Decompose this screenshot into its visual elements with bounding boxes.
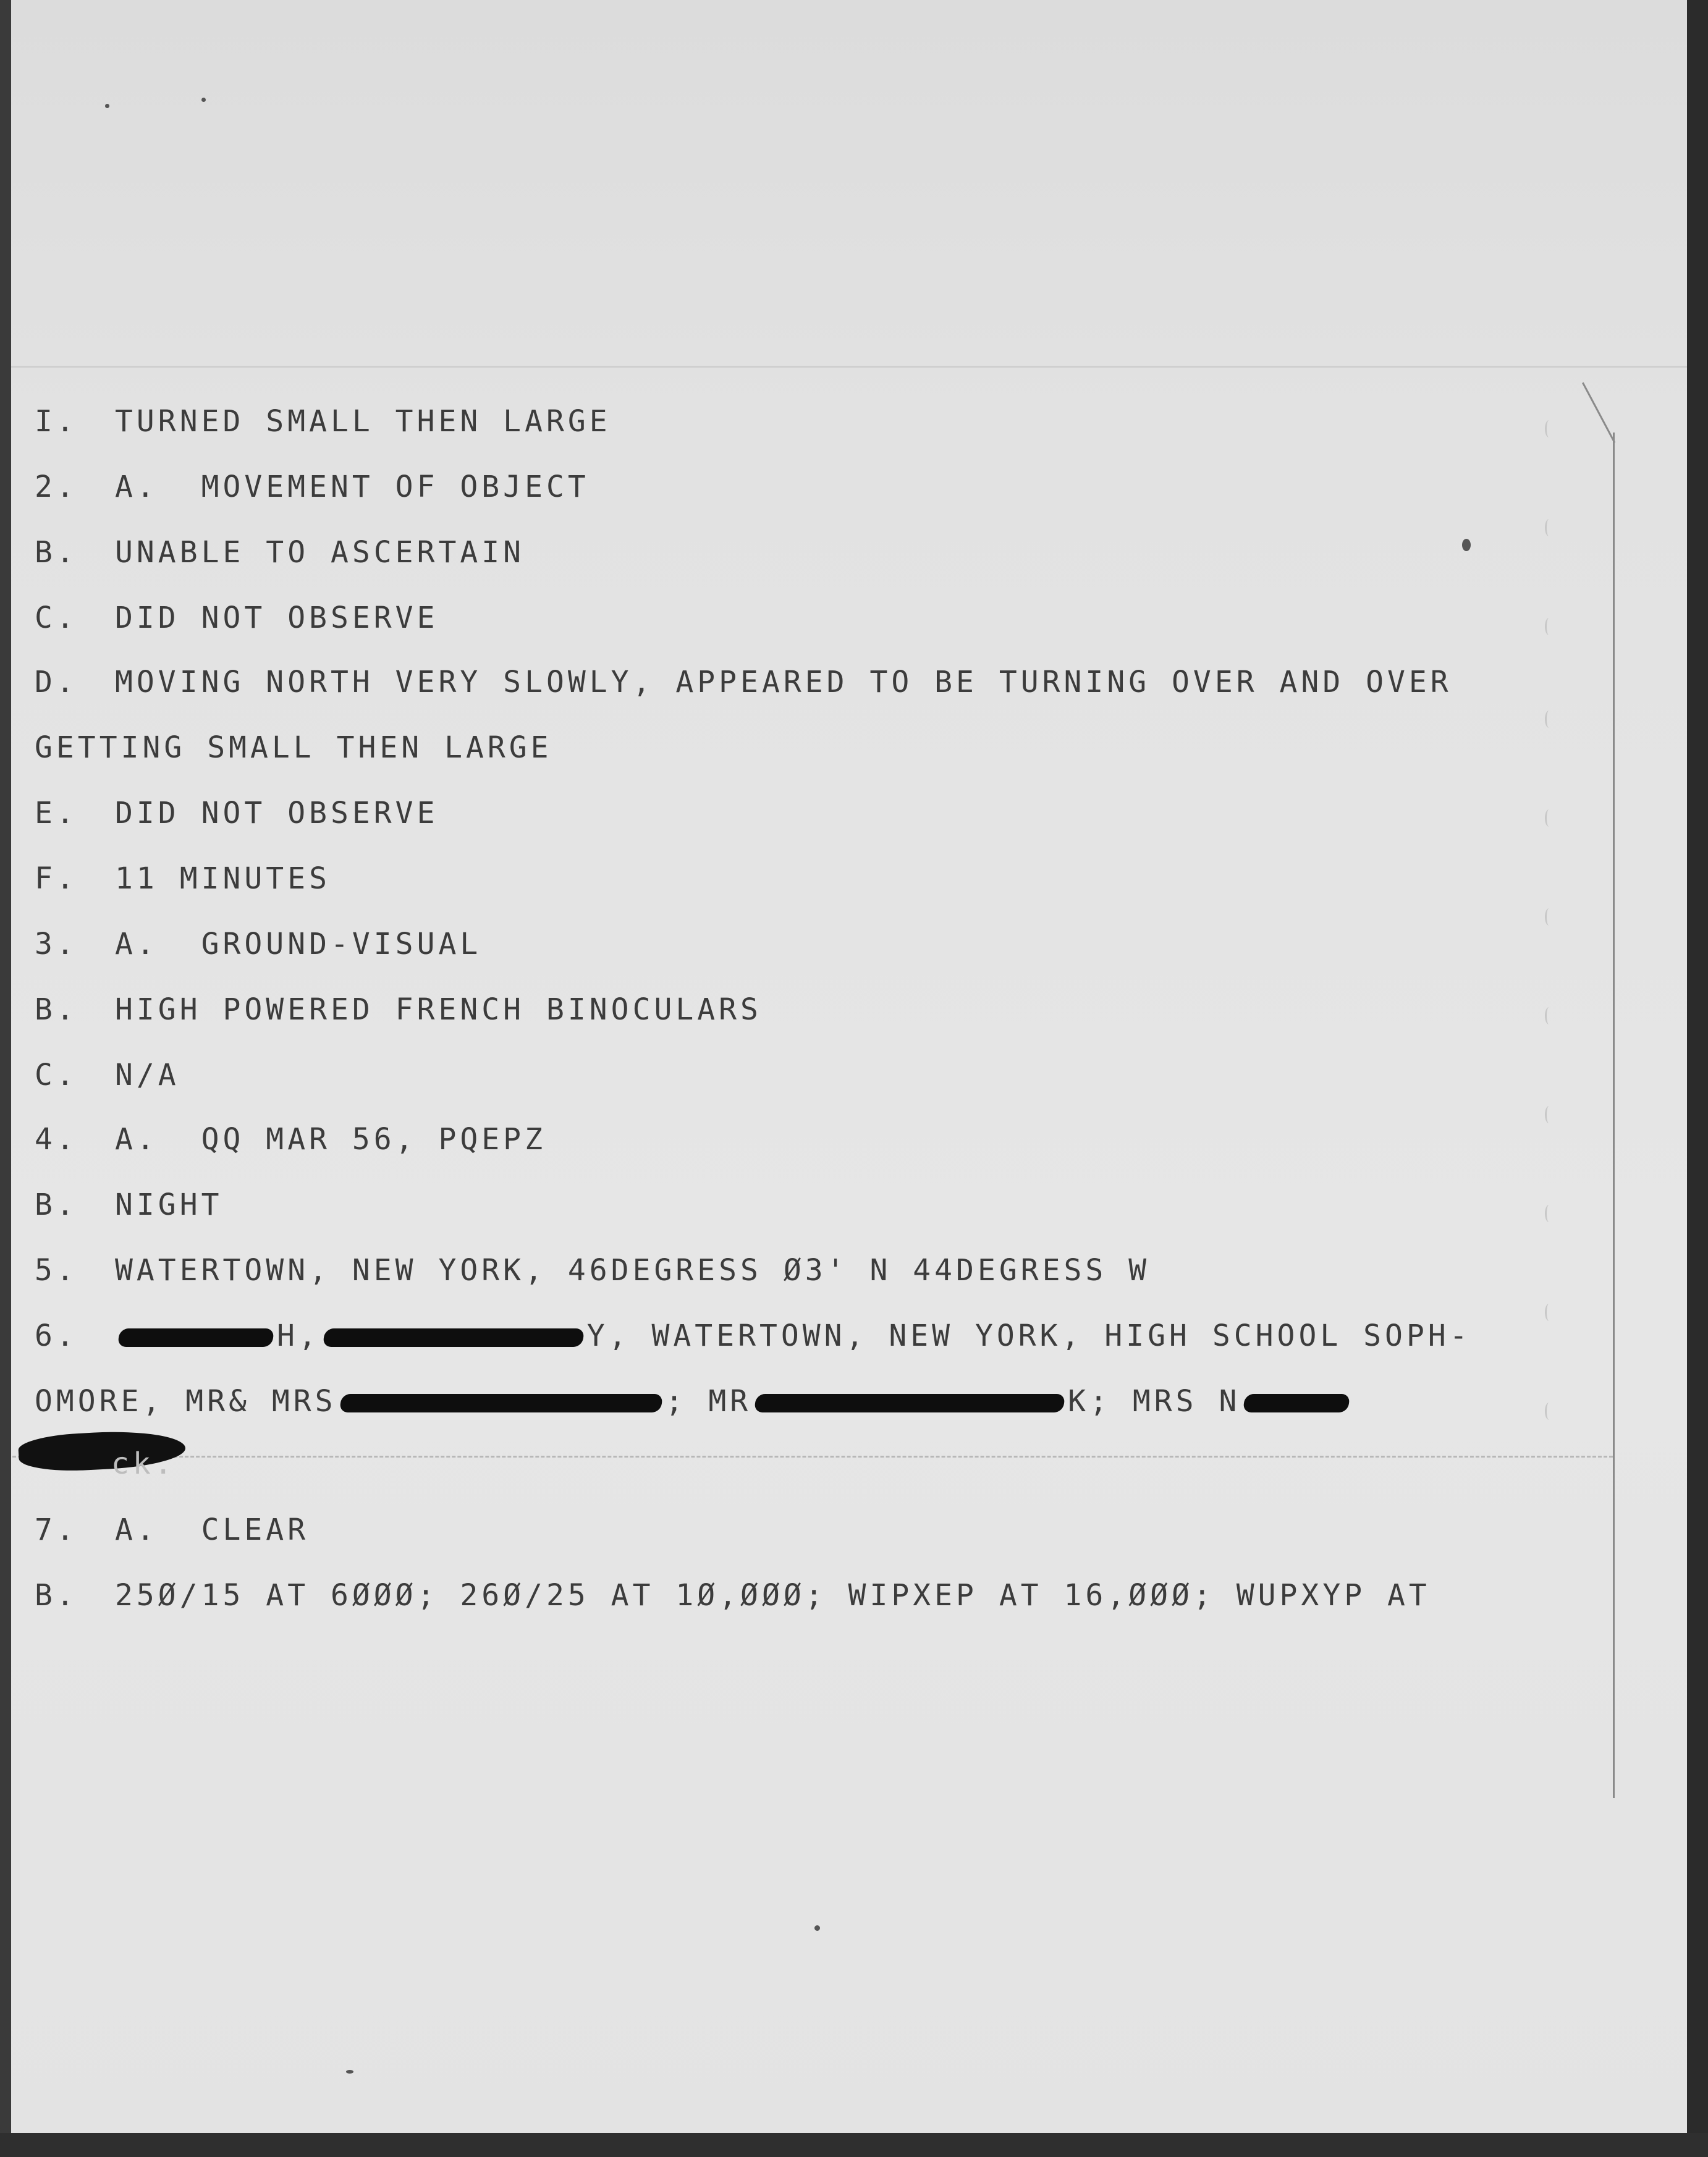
item-text: ck. <box>111 1446 176 1481</box>
item-text: WATERTOWN, NEW YORK, 46DEGRESS Ø3' N 44DEGRESS W <box>115 1253 1151 1288</box>
separator-dashed <box>12 1456 1613 1458</box>
line-1 <box>35 404 611 439</box>
item-label: B. <box>35 1188 78 1222</box>
redaction-mark <box>1243 1394 1350 1412</box>
item-text: H, <box>277 1319 320 1353</box>
punch-hole-mark <box>1545 420 1553 437</box>
item-label: 7. <box>35 1513 78 1547</box>
item-text: DID NOT OBSERVE <box>115 796 439 830</box>
redaction-mark <box>339 1394 662 1412</box>
item-label: 2. <box>35 470 78 504</box>
item-label: C. <box>35 1058 78 1092</box>
item-text: A. QQ MAR 56, PQEPZ <box>115 1122 546 1157</box>
item-text: A. GROUND-VISUAL <box>115 927 482 961</box>
punch-hole-mark <box>1545 1304 1553 1321</box>
scan-speck <box>105 104 109 108</box>
scan-speck <box>346 2070 353 2074</box>
redaction-mark <box>323 1328 585 1347</box>
item-label: D. <box>35 665 78 699</box>
item-label: 3. <box>35 927 78 961</box>
item-text: Y, WATERTOWN, NEW YORK, HIGH SCHOOL SOPH- <box>586 1319 1471 1353</box>
line-2f <box>35 861 331 896</box>
line-2e <box>35 798 438 828</box>
line-6 <box>35 1321 1471 1351</box>
punch-hole-mark <box>1545 618 1553 635</box>
document-page <box>11 0 1687 2157</box>
item-text: 11 MINUTES <box>115 861 331 896</box>
item-text: MOVING NORTH VERY SLOWLY, APPEARED TO BE TURNING OVER AND OVER <box>115 665 1452 699</box>
item-text: NIGHT <box>115 1188 223 1222</box>
item-label: F. <box>35 861 78 896</box>
fold-line <box>11 366 1687 368</box>
punch-hole-mark <box>1545 519 1553 536</box>
item-label: B. <box>35 992 78 1027</box>
line-2c <box>35 603 438 633</box>
punch-hole-mark <box>1545 809 1553 827</box>
scan-edge-right <box>1687 0 1708 2157</box>
item-text: TURNED SMALL THEN LARGE <box>115 404 611 439</box>
item-label: B. <box>35 1578 78 1613</box>
item-text: ; MR <box>665 1384 752 1419</box>
scan-speck <box>201 98 206 102</box>
item-text: 25Ø/15 AT 6ØØØ; 26Ø/25 AT 1Ø,ØØØ; WIPXEP AT 16,ØØØ; WUPXYP AT <box>115 1578 1431 1613</box>
item-label: B. <box>35 535 78 570</box>
item-text: K; MRS N <box>1068 1384 1241 1419</box>
scan-edge-bottom <box>0 2133 1708 2157</box>
punch-hole-mark <box>1545 1106 1553 1123</box>
line-5 <box>35 1253 1151 1288</box>
punch-hole-mark <box>1545 1403 1553 1420</box>
redaction-mark <box>754 1394 1065 1412</box>
line-2b <box>35 535 525 570</box>
item-text: OMORE, MR& MRS <box>35 1384 337 1419</box>
punch-hole-mark <box>1545 711 1553 728</box>
punch-hole-mark <box>1545 1007 1553 1024</box>
item-label: 5. <box>35 1253 78 1288</box>
scan-speck <box>1462 539 1471 551</box>
line-2d <box>35 667 1452 697</box>
line-3b <box>35 992 762 1027</box>
line-6-cont <box>35 1384 1353 1419</box>
punch-hole-mark <box>1545 1205 1553 1222</box>
item-text: A. CLEAR <box>115 1513 310 1547</box>
line-6-end <box>111 1446 176 1481</box>
line-7b <box>35 1578 1431 1613</box>
punch-hole-mark <box>1545 908 1553 926</box>
item-text: N/A <box>115 1058 180 1092</box>
item-text: HIGH POWERED FRENCH BINOCULARS <box>115 992 762 1027</box>
line-2d-cont <box>35 730 552 765</box>
line-3a <box>35 929 481 959</box>
item-label: 6. <box>35 1319 78 1353</box>
item-text: UNABLE TO ASCERTAIN <box>115 535 525 570</box>
line-4b <box>35 1190 223 1220</box>
item-label: 4. <box>35 1122 78 1157</box>
item-label: E. <box>35 796 78 830</box>
item-label: I. <box>35 404 78 439</box>
item-text: GETTING SMALL THEN LARGE <box>35 730 552 765</box>
item-text: A. MOVEMENT OF OBJECT <box>115 470 590 504</box>
line-4a <box>35 1122 546 1157</box>
item-text: DID NOT OBSERVE <box>115 601 439 635</box>
margin-rule <box>1613 433 1615 1798</box>
line-3c <box>35 1060 180 1090</box>
redaction-mark <box>117 1328 274 1347</box>
scan-speck <box>814 1925 820 1931</box>
item-label: C. <box>35 601 78 635</box>
line-2a <box>35 472 590 502</box>
line-7a <box>35 1515 309 1545</box>
